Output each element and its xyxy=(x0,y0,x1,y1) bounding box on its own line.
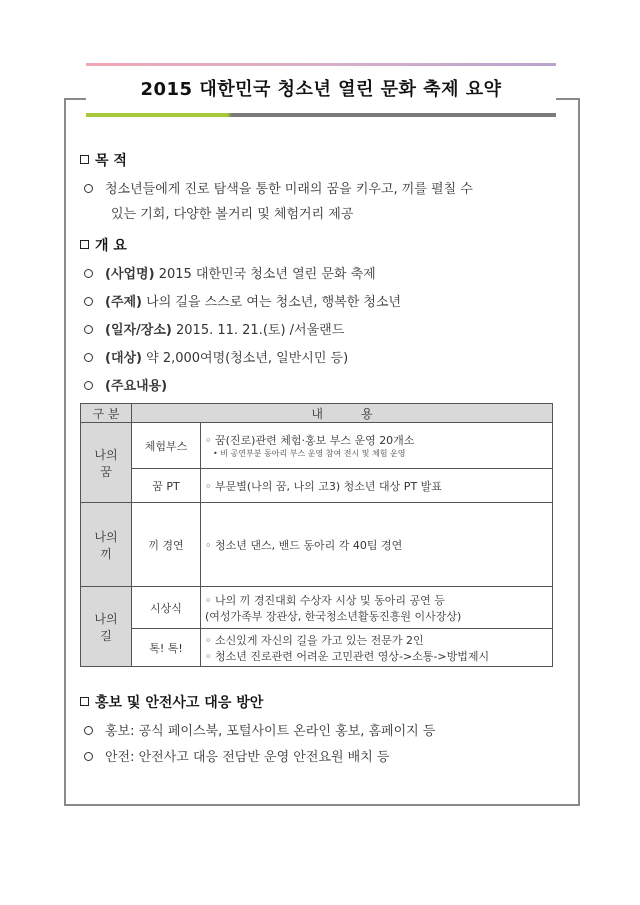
circle-bullet-icon xyxy=(84,269,93,278)
category-my-dream: 나의 꿈 xyxy=(81,423,132,503)
table-row xyxy=(81,423,553,469)
table-row xyxy=(81,629,553,667)
purpose-line-cont: 있는 기회, 다양한 볼거리 및 체험거리 제공 xyxy=(111,207,354,222)
title-top-line xyxy=(86,63,556,66)
content-cell: ◦ 꿈(진로)관련 체험·홍보 부스 운영 20개소 • 비 공연부분 동아리 부스 운영 참여 전시 및 체험 운영 xyxy=(201,423,553,469)
checkbox-square-icon xyxy=(80,240,89,249)
sub-category: 시상식 xyxy=(132,587,201,629)
frame-top-left xyxy=(64,98,86,100)
table-row xyxy=(81,503,553,587)
overview-item: (주요내용) xyxy=(84,375,167,394)
sub-category: 톡! 톡! xyxy=(132,629,201,667)
sub-category: 체험부스 xyxy=(132,423,201,469)
overview-item: (일자/장소) 2015. 11. 21.(토) /서울랜드 xyxy=(84,319,344,338)
table-header-category: 구 분 xyxy=(81,404,132,423)
checkbox-square-icon xyxy=(80,155,89,164)
circle-bullet-icon xyxy=(84,297,93,306)
content-cell: ◦ 청소년 댄스, 밴드 동아리 각 40팀 경연 xyxy=(201,503,553,587)
overview-item: (사업명) 2015 대한민국 청소년 열린 문화 축제 xyxy=(84,263,376,282)
table-header-content: 내 용 xyxy=(132,404,553,423)
circle-bullet-icon xyxy=(84,325,93,334)
promo-item: 안전: 안전사고 대응 전담반 운영 안전요원 배치 등 xyxy=(84,746,389,765)
circle-bullet-icon xyxy=(84,381,93,390)
table-row xyxy=(81,469,553,503)
content-cell: ◦ 소신있게 자신의 길을 가고 있는 전문가 2인 ◦ 청소년 진로관련 어려운 고민관련 영상->소통->방법제시 xyxy=(201,629,553,667)
section-promo-heading: 홍보 및 안전사고 대응 방안 xyxy=(80,692,263,712)
content-cell: ◦ 나의 끼 경진대회 수상자 시상 및 동아리 공연 등 (여성가족부 장관상, 한국청소년활동진흥원 이사장상) xyxy=(201,587,553,629)
program-table xyxy=(80,403,553,667)
table-row xyxy=(81,587,553,629)
circle-bullet-icon xyxy=(84,752,93,761)
checkbox-square-icon xyxy=(80,697,89,706)
overview-item: (대상) 약 2,000여명(청소년, 일반시민 등) xyxy=(84,347,348,366)
section-overview-heading: 개 요 xyxy=(80,235,127,255)
promo-item: 홍보: 공식 페이스북, 포털사이트 온라인 홍보, 홈페이지 등 xyxy=(84,720,435,739)
sub-category: 끼 경연 xyxy=(132,503,201,587)
purpose-line: 청소년들에게 진로 탐색을 통한 미래의 꿈을 키우고, 끼를 펼칠 수 xyxy=(84,178,473,197)
category-my-talent: 나의 끼 xyxy=(81,503,132,587)
category-my-path: 나의 길 xyxy=(81,587,132,667)
section-purpose-heading: 목 적 xyxy=(80,150,127,170)
overview-item: (주제) 나의 길을 스스로 여는 청소년, 행복한 청소년 xyxy=(84,291,401,310)
frame-top-right xyxy=(556,98,580,100)
circle-bullet-icon xyxy=(84,726,93,735)
content-cell: ◦ 부문별(나의 꿈, 나의 고3) 청소년 대상 PT 발표 xyxy=(201,469,553,503)
sub-category: 꿈 PT xyxy=(132,469,201,503)
page-title: 2015 대한민국 청소년 열린 문화 축제 요약 xyxy=(140,79,502,100)
circle-bullet-icon xyxy=(84,353,93,362)
circle-bullet-icon xyxy=(84,184,93,193)
